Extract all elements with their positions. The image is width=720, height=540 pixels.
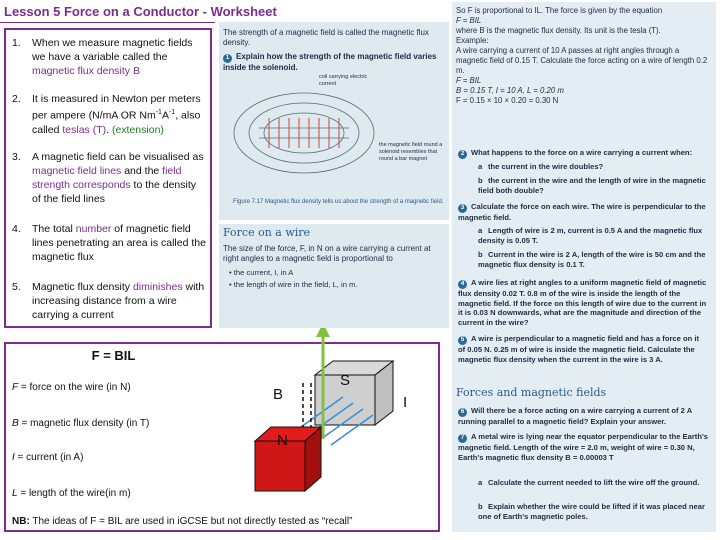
subquestion-letter: b	[478, 502, 483, 511]
tb-force-body: The size of the force, F, in N on a wire carrying a current at right angles to a magnetic field is proportional to	[223, 244, 431, 263]
note-segment: It is measured in Newton per meters per ampere (N/mA OR Nm	[32, 93, 201, 122]
textbook-solenoid-excerpt	[219, 22, 449, 220]
textbook-force-excerpt	[219, 224, 449, 328]
tb-right-lines	[456, 6, 712, 106]
solenoid-field-lines	[234, 93, 374, 173]
subquestion-text: Explain whether the wire could be lifted if it was placed near one of Earth's magnetic poles.	[478, 502, 705, 521]
tb-subquestion	[478, 162, 708, 172]
tb-bullet: • the current, I, in A	[229, 268, 293, 277]
note-item	[12, 150, 206, 206]
question-text: Explain how the strength of the magnetic field varies inside the solenoid.	[223, 52, 437, 72]
tb-subquestion	[478, 250, 708, 269]
note-number: 3.	[12, 151, 21, 163]
question-text: Will there be a force acting on a wire carrying a current of 2 A running parallel to a magnetic field? Explain your answer.	[458, 406, 692, 426]
note-text	[32, 150, 206, 206]
question-number: 3	[458, 204, 467, 213]
highlighted-term: magnetic field lines	[32, 165, 122, 177]
title-underline	[0, 22, 215, 23]
tb-line: where B is the magnetic flux density. Its unit is the tesla (T).	[456, 26, 661, 35]
definition-text: = current (in A)	[14, 452, 84, 463]
note-segment: -1	[168, 109, 176, 116]
solenoid-figure	[229, 78, 379, 188]
subquestion-text: the current in the wire and the length of wire in the magnetic field both double?	[478, 176, 706, 195]
highlighted-term: teslas (T)	[62, 123, 107, 136]
tb-question-1	[223, 52, 445, 73]
note-segment: , also called	[32, 109, 201, 136]
question-text: A wire lies at right angles to a uniform magnetic field of magnetic flux density 0.02 T. 0.8 m of the wire is inside the length of the magnetic field. If the force on this length of wire due to the current in it is 0.03 N downwards, what are the magnitude and direction of the current in the wire?	[458, 278, 707, 327]
tb-forces-heading: Forces and magnetic fields	[456, 386, 607, 399]
note-segment: to the density of the field lines	[32, 179, 197, 205]
highlighted-term: number	[75, 223, 112, 235]
definition-flux-density	[12, 418, 149, 429]
notes-box	[4, 28, 212, 328]
subquestion-letter: a	[478, 162, 483, 171]
subquestion-letter: b	[478, 250, 483, 259]
note-segment: .	[106, 123, 112, 136]
tb-question-4	[458, 278, 708, 327]
question-text: Calculate the force on each wire. The wire is perpendicular to the magnetic field.	[458, 202, 706, 222]
label-s: S	[340, 372, 351, 389]
symbol: B	[12, 418, 19, 429]
nb-text: The ideas of F = BIL are used in iGCSE but not directly tested as “recall”	[29, 516, 353, 527]
question-number: 2	[458, 150, 467, 159]
question-number: 7	[458, 434, 467, 443]
note-item	[12, 92, 206, 137]
note-segment: A	[161, 109, 169, 122]
note-segment: When we measure magnetic fields we have a variable called the	[32, 37, 193, 63]
tb-subquestion	[478, 502, 708, 521]
note-segment: -1	[155, 109, 162, 116]
note-segment: Magnetic flux density	[32, 281, 133, 293]
worksheet-title: Lesson 5 Force on a Conductor - Worksheet	[4, 4, 277, 19]
highlighted-term: field strength corresponds	[32, 165, 182, 191]
question-text: A metal wire is lying near the equator perpendicular to the Earth's magnetic field. Length of the wire = 2.0 m, weight of wire = 0.30 N, Earth's magnetic flux density B = 0.00003 T	[458, 432, 708, 462]
subquestion-letter: a	[478, 226, 483, 235]
magnet-diagram	[215, 315, 445, 505]
tb-force-heading: Force on a wire	[223, 226, 311, 239]
label-n: N	[277, 432, 288, 449]
symbol: I	[12, 452, 15, 463]
tb-line: A wire carrying a current of 10 A passes at right angles through a magnetic field of 0.15 T. Calculate the force acting on a wire of length 0.2 m.	[456, 46, 708, 75]
tb-line: So F is proportional to IL. The force is given by the equation	[456, 6, 663, 15]
symbol: F	[12, 382, 19, 393]
highlighted-term: magnetic flux density B	[32, 65, 140, 77]
note-number: 5.	[12, 281, 21, 293]
tb-coil-label: coil carrying electric current	[319, 74, 368, 87]
note-segment: with increasing distance from a wire carrying a current	[32, 281, 205, 321]
nb-label: NB:	[12, 516, 30, 527]
question-text: What happens to the force on a wire carrying a current when:	[471, 148, 693, 157]
note-number: 1.	[12, 37, 21, 49]
note-item	[12, 222, 206, 264]
definition-text: = length of the wire(in m)	[17, 488, 131, 499]
note-segment: and the	[121, 165, 163, 177]
definition-current	[12, 452, 83, 463]
note-text	[32, 36, 206, 78]
tb-question-6	[458, 406, 708, 427]
label-i: I	[403, 394, 408, 411]
subquestion-text: Length of wire is 2 m, current is 0.5 A and the magnetic flux density is 0.05 T.	[478, 226, 703, 245]
tb-bullet: • the length of wire in the field, L, in m.	[229, 280, 357, 289]
note-text	[32, 280, 206, 322]
subquestion-text: Calculate the current needed to lift the wire off the ground.	[488, 478, 700, 487]
tb-line: F = 0.15 × 10 × 0.20 = 0.30 N	[456, 96, 559, 105]
note-segment: A magnetic field can be visualised as	[32, 151, 204, 163]
definition-length	[12, 488, 131, 499]
question-number: 6	[458, 408, 467, 417]
tb-line: F = BIL	[456, 16, 482, 25]
question-number: 5	[458, 336, 467, 345]
question-text: A wire is perpendicular to a magnetic field and has a force on it of 0.05 N. 0.25 m of wire is inside the magnetic field. Calculate the magnetic flux density when the current in the wire is 3 A.	[458, 334, 700, 364]
note-number: 4.	[12, 223, 21, 235]
definition-text: = force on the wire (in N)	[18, 382, 131, 393]
question-number: 4	[458, 280, 467, 289]
tb-subquestion	[478, 226, 708, 245]
subquestion-text: Current in the wire is 2 A, length of the wire is 50 cm and the magnetic flux density is 0.1 T.	[478, 250, 706, 269]
symbol: L	[12, 488, 18, 499]
tb-line: Example:	[456, 36, 489, 45]
formula-heading: F = BIL	[91, 348, 136, 363]
textbook-questions-column	[452, 2, 716, 532]
tb-subquestion	[478, 176, 708, 195]
note-segment: of magnetic field lines penetrating an area is called the magnetic flux	[32, 223, 206, 263]
subquestion-text: the current in the wire doubles?	[488, 162, 604, 171]
definition-force	[12, 382, 131, 393]
tb-figure-caption: Figure 7.17 Magnetic flux density tells us about the strength of a magnetic field.	[233, 199, 444, 205]
tb-round-label: the magnetic field round a solenoid resembles that round a bar magnet	[379, 142, 443, 162]
definition-text: = magnetic flux density (in T)	[18, 418, 150, 429]
question-number: 1	[223, 54, 232, 63]
solenoid-coil	[269, 118, 339, 148]
tb-line: B = 0.15 T, I = 10 A, L = 0.20 m	[456, 86, 564, 95]
tb-intro: The strength of a magnetic field is called the magnetic flux density.	[223, 28, 429, 47]
nb-note	[12, 516, 352, 527]
note-item	[12, 280, 206, 322]
note-text	[32, 222, 206, 264]
highlighted-term: diminishes	[132, 281, 183, 293]
note-item	[12, 36, 206, 78]
note-text	[32, 92, 206, 137]
subquestion-letter: b	[478, 176, 483, 185]
note-number: 2.	[12, 93, 21, 105]
subquestion-letter: a	[478, 478, 483, 487]
highlighted-term: (extension)	[111, 123, 164, 136]
label-b: B	[273, 386, 284, 403]
tb-subquestion	[478, 478, 708, 488]
tb-line: F = BIL	[456, 76, 482, 85]
tb-question-7	[458, 432, 708, 462]
note-segment: The total	[32, 223, 76, 235]
tb-question-2	[458, 148, 708, 159]
tb-question-3	[458, 202, 708, 223]
tb-question-5	[458, 334, 708, 364]
